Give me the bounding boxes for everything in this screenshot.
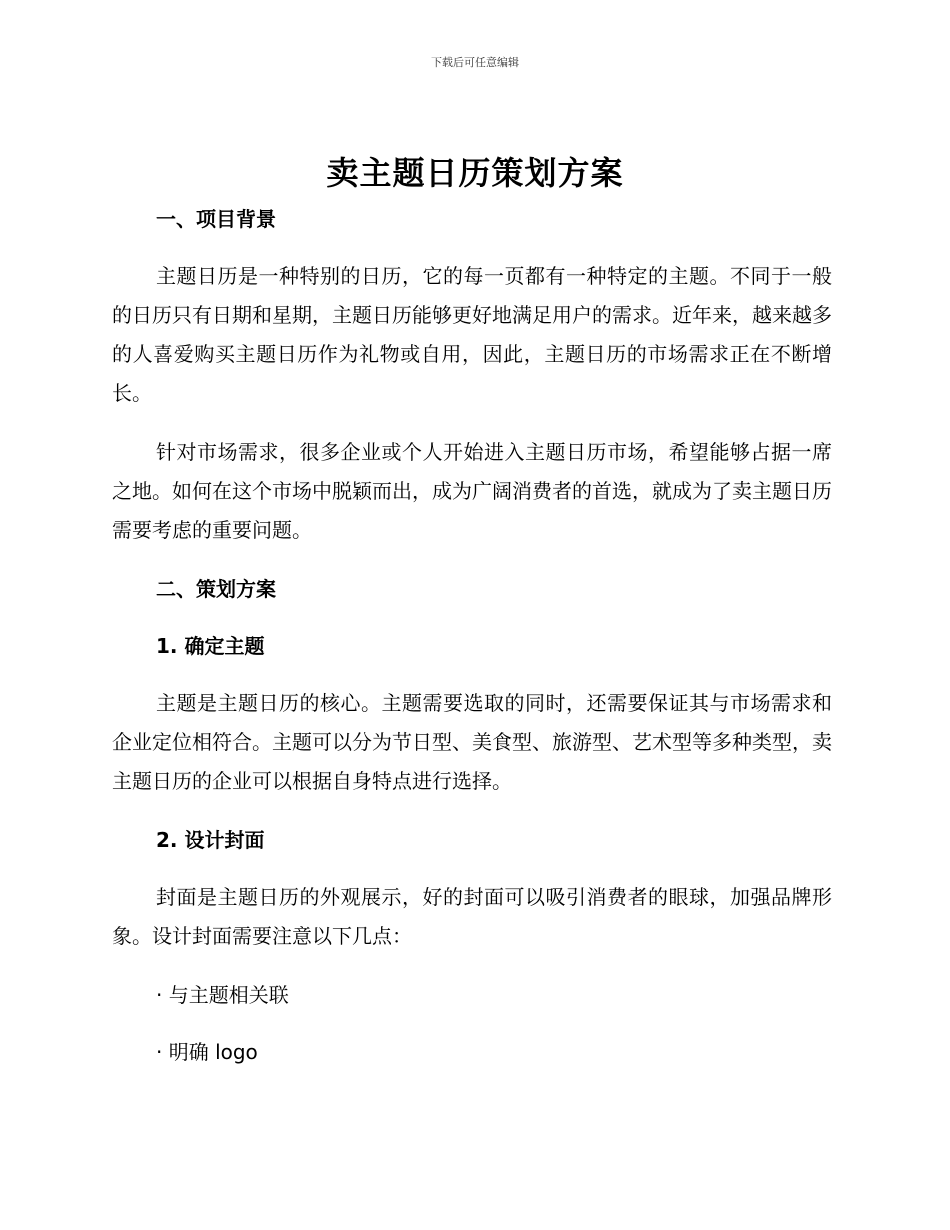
header-note: 下载后可任意编辑 xyxy=(431,56,519,69)
bullet-item: · 明确 logo xyxy=(156,1040,258,1064)
document-body xyxy=(112,200,832,1072)
section-heading-background: 一、项目背景 xyxy=(156,207,276,231)
subsection-heading-cover: 2. 设计封面 xyxy=(156,828,265,852)
paragraph-background-2: 针对市场需求，很多企业或个人开始进入主题日历市场，希望能够占据一席之地。如何在这个市场中脱颖而出，成为广阔消费者的首选，就成为了卖主题日历需要考虑的重要问题。 xyxy=(112,440,832,542)
bullet-item: · 与主题相关联 xyxy=(156,983,289,1007)
paragraph-background-1: 主题日历是一种特别的日历，它的每一页都有一种特定的主题。不同于一般的日历只有日期和星期，主题日历能够更好地满足用户的需求。近年来，越来越多的人喜爱购买主题日历作为礼物或自用，因此，主题日历的市场需求正在不断增长。 xyxy=(112,264,832,405)
document-title: 卖主题日历策划方案 xyxy=(326,154,624,192)
paragraph-cover: 封面是主题日历的外观展示，好的封面可以吸引消费者的眼球，加强品牌形象。设计封面需要注意以下几点： xyxy=(112,885,832,948)
subsection-heading-theme: 1. 确定主题 xyxy=(156,634,265,658)
section-heading-plan: 二、策划方案 xyxy=(156,577,276,601)
paragraph-theme: 主题是主题日历的核心。主题需要选取的同时，还需要保证其与市场需求和企业定位相符合。主题可以分为节日型、美食型、旅游型、艺术型等多种类型，卖主题日历的企业可以根据自身特点进行选择。 xyxy=(112,691,832,793)
